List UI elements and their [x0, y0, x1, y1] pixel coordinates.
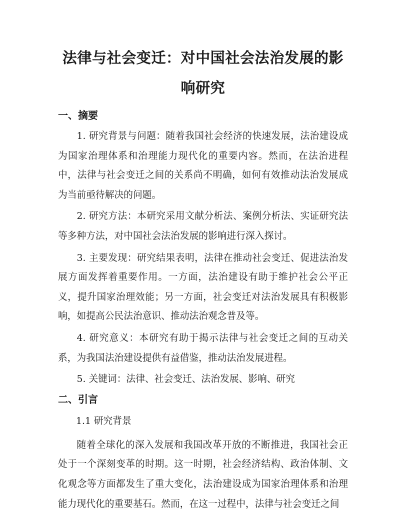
abstract-background: 1. 研究背景与问题：随着我国社会经济的快速发展，法治建设成为国家治理体系和治理能力现代化的重要内容。然而，在法治进程中，法律与社会变迁之间的关系尚不明确，如何有效推动法治发展成为当前亟待解决的问题。: [58, 131, 348, 201]
abstract-heading: 一、摘要: [58, 111, 98, 122]
abstract-keywords: 5. 关键词：法律、社会变迁、法治发展、影响、研究: [76, 374, 295, 386]
intro-paragraph: 随着全球化的深入发展和我国改革开放的不断推进，我国社会正处于一个深刻变革的时期。这一时期，社会经济结构、政治体制、文化观念等方面都发生了重大变化，法治建设成为国家治理体系和治理能力现代化的重要基石。然而，在这一过程中，法律与社会变迁之间: [58, 439, 348, 510]
abstract-findings: 3. 主要发现：研究结果表明，法律在推动社会变迁、促进法治发展方面发挥着重要作用。一方面，法治建设有助于维护社会公平正义，提升国家治理效能；另一方面，社会变迁对法治发展具有积极影响，如提高公民法治意识、推动法治观念普及等。: [58, 252, 348, 323]
intro-heading: 二、引言: [58, 394, 98, 406]
abstract-significance: 4. 研究意义：本研究有助于揭示法律与社会变迁之间的互动关系，为我国法治建设提供有益借鉴，推动法治发展进程。: [58, 332, 348, 364]
document-title: 法律与社会变迁：对中国社会法治发展的影响研究: [62, 51, 344, 97]
abstract-method: 2. 研究方法：本研究采用文献分析法、案例分析法、实证研究法等多种方法，对中国社会法治发展的影响进行深入探讨。: [58, 211, 348, 242]
intro-subheading: 1.1 研究背景: [76, 415, 132, 427]
